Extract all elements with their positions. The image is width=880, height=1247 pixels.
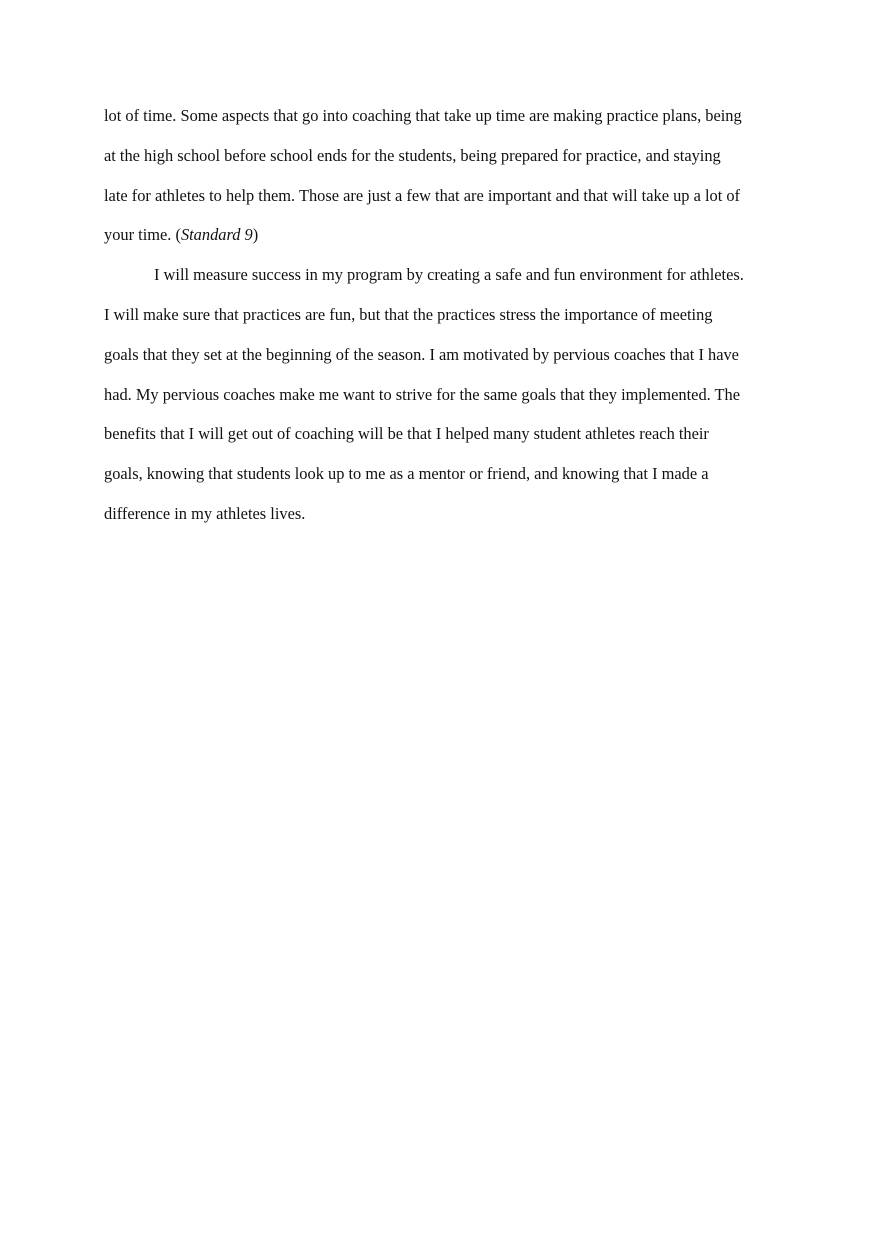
text-line-indented: I will measure success in my program by creating a safe and fun environment for athletes. (154, 265, 744, 285)
text-line-with-citation (104, 215, 780, 255)
text-line: lot of time. Some aspects that go into coaching that take up time are making practice plans, being (104, 106, 742, 125)
text-line: goals, knowing that students look up to me as a mentor or friend, and knowing that I made a (104, 464, 709, 484)
paragraph-continued (104, 96, 780, 255)
text-line: I will make sure that practices are fun, but that the practices stress the importance of meeting (104, 304, 713, 324)
citation-italic: Standard 9 (180, 225, 253, 245)
text-line: goals that they set at the beginning of the season. I am motivated by pervious coaches that I have (104, 344, 739, 364)
paragraph-success (104, 255, 780, 534)
text-segment: your time. ( (104, 225, 181, 245)
document-body (104, 96, 780, 534)
text-line: had. My pervious coaches make me want to strive for the same goals that they implemented. The (104, 384, 741, 404)
text-line: difference in my athletes lives. (104, 503, 306, 523)
text-line: benefits that I will get out of coaching will be that I helped many student athletes reach their (104, 424, 709, 444)
text-line: at the high school before school ends for the students, being prepared for practice, and staying (104, 145, 721, 165)
text-line: late for athletes to help them. Those are just a few that are important and that will take up a lot of (104, 185, 740, 205)
text-segment: ) (252, 225, 259, 245)
